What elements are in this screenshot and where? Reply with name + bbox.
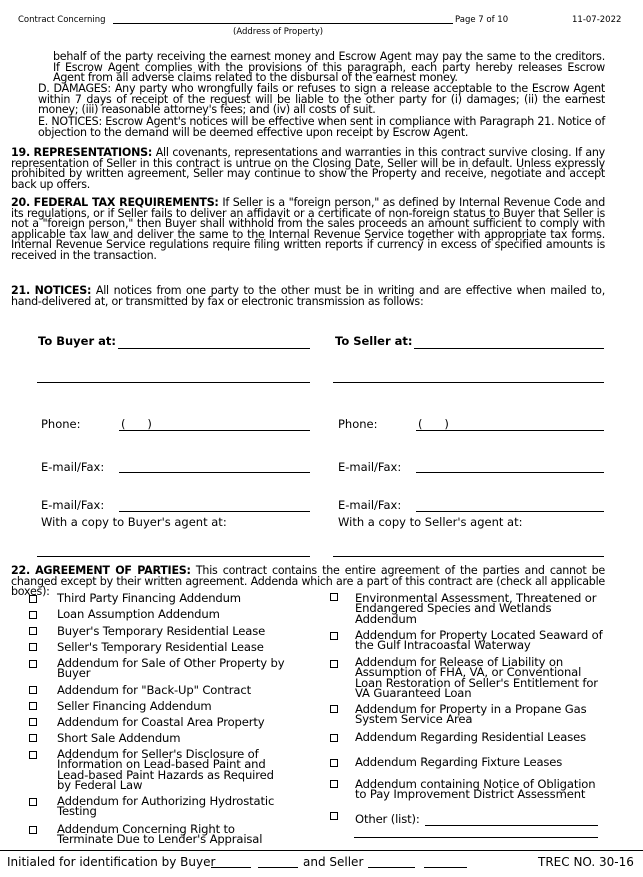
- address-line: [113, 23, 453, 24]
- address-caption: (Address of Property): [233, 27, 324, 37]
- addendum-checkbox[interactable]: [330, 705, 338, 713]
- addendum-label: Buyer's Temporary Residential Lease: [57, 624, 266, 638]
- addendum-label: Addendum for Coastal Area Property: [57, 715, 265, 729]
- addendum-label: Addendum Regarding Fixture Leases: [355, 755, 563, 769]
- section-22-text: This contract contains the entire agreement of the parties and cannot be changed except by their written agreement. Addenda which are a part of this contract are (check all applicable boxes):: [11, 564, 605, 599]
- other-list-label: Other (list):: [355, 812, 420, 826]
- addendum-label: Addendum for Property in a Propane Gas System Service Area: [355, 702, 587, 727]
- to-seller-label: To Seller at:: [335, 334, 413, 348]
- seller-email-fax-line-1[interactable]: [416, 472, 604, 473]
- addendum-checkbox[interactable]: [330, 812, 338, 820]
- buyer-agent-line[interactable]: [37, 556, 310, 557]
- buyer-address-line-2[interactable]: [37, 382, 310, 383]
- copy-buyer-agent-label: With a copy to Buyer's agent at:: [41, 515, 227, 529]
- addendum-label: Seller's Temporary Residential Lease: [57, 640, 264, 654]
- seller-initial-line-2[interactable]: [424, 867, 467, 868]
- buyer-phone-line[interactable]: [119, 430, 310, 431]
- damages-label: D. DAMAGES:: [38, 82, 111, 95]
- addendum-label: Addendum for Release of Liability on Assumption of FHA, VA, or Conventional Loan Restoration of Seller's Entitlement for VA Guaranteed Loan: [355, 655, 598, 701]
- seller-address-line-2[interactable]: [333, 382, 604, 383]
- notices-label: E. NOTICES:: [38, 115, 102, 128]
- form-date: 11-07-2022: [572, 15, 622, 25]
- notices-text: Escrow Agent's notices will be effective when sent in compliance with Paragraph 21. Notice of objection to the demand will be deemed effective upon receipt by Escrow Agent.: [38, 115, 605, 139]
- section-21-notices: [11, 286, 605, 307]
- initialed-buyer-label: Initialed for identification by Buyer: [7, 855, 216, 869]
- addendum-label: Addendum containing Notice of Obligation to Pay Improvement District Assessment: [355, 777, 596, 802]
- seller-email-fax-label-2: E-mail/Fax:: [338, 498, 402, 512]
- seller-phone-label: Phone:: [338, 417, 378, 431]
- seller-email-fax-label-1: E-mail/Fax:: [338, 460, 402, 474]
- addendum-checkbox[interactable]: [29, 734, 37, 742]
- buyer-address-line-1[interactable]: [118, 348, 310, 349]
- addendum-label: Short Sale Addendum: [57, 731, 181, 745]
- addendum-checkbox[interactable]: [330, 759, 338, 767]
- addendum-label: Environmental Assessment, Threatened or Endangered Species and Wetlands Addendum: [355, 591, 597, 626]
- seller-agent-line[interactable]: [333, 556, 604, 557]
- addendum-label: Seller Financing Addendum: [57, 699, 212, 713]
- addendum-checkbox[interactable]: [29, 718, 37, 726]
- addendum-checkbox[interactable]: [29, 660, 37, 668]
- escrow-notices: [38, 117, 605, 138]
- section-19-text: All covenants, representations and warranties in this contract survive closing. If any representation of Seller in this contract is untrue on the Closing Date, Seller will be in default. Unless expressly prohibited by written agreement, Seller may continue to show the Property and receive, negotiate and accept back up offers.: [11, 146, 605, 191]
- addendum-label: Addendum for Authorizing Hydrostatic Testing: [57, 794, 275, 819]
- escrow-damages: [38, 84, 605, 116]
- addendum-label: Addendum Regarding Residential Leases: [355, 730, 586, 744]
- section-21-number: 21.: [11, 284, 30, 297]
- other-list-line-2[interactable]: [354, 837, 598, 838]
- addendum-checkbox[interactable]: [330, 734, 338, 742]
- contract-concerning-label: Contract Concerning: [18, 15, 106, 25]
- addendum-checkbox[interactable]: [29, 627, 37, 635]
- damages-text: Any party who wrongfully fails or refuses to sign a release acceptable to the Escrow Agent within 7 days of receipt of the request will be liable to the other party for (i) damages; (ii) the earnest money; (iii) reasonable attorney's fees; and (iv) all costs of suit.: [38, 82, 606, 117]
- addendum-label: Loan Assumption Addendum: [57, 607, 220, 621]
- addendum-checkbox[interactable]: [29, 686, 37, 694]
- addendum-label: Addendum for Sale of Other Property by Buyer: [57, 656, 285, 681]
- buyer-initial-line-1[interactable]: [211, 867, 251, 868]
- addendum-checkbox[interactable]: [330, 593, 338, 601]
- section-20-federal-tax: [11, 198, 605, 262]
- addendum-label: Addendum for Property Located Seaward of the Gulf Intracoastal Waterway: [355, 628, 603, 653]
- seller-initial-line-1[interactable]: [368, 867, 415, 868]
- section-21-text: All notices from one party to the other must be in writing and are effective when mailed to, hand-delivered at, or transmitted by fax or electronic transmission as follows:: [11, 284, 605, 308]
- addendum-checkbox[interactable]: [29, 826, 37, 834]
- section-19-number: 19.: [11, 146, 30, 159]
- page-number: Page 7 of 10: [455, 15, 509, 25]
- addendum-checkbox[interactable]: [29, 798, 37, 806]
- buyer-phone-paren: ( ): [121, 417, 152, 431]
- section-20-number: 20.: [11, 196, 30, 209]
- copy-seller-agent-label: With a copy to Seller's agent at:: [338, 515, 523, 529]
- addendum-checkbox[interactable]: [330, 632, 338, 640]
- addendum-label: Third Party Financing Addendum: [57, 591, 241, 605]
- escrow-continuation: behalf of the party receiving the earnest money and Escrow Agent may pay the same to the creditors. If Escrow Agent complies with the provisions of this paragraph, each party hereby releases Escrow Agent from all adverse claims related to the disbursal of the earnest money.: [53, 50, 605, 85]
- addendum-label: Addendum Concerning Right to Terminate Due to Lender's Appraisal: [57, 822, 263, 847]
- seller-email-fax-line-2[interactable]: [416, 511, 604, 512]
- section-19-representations: [11, 148, 605, 190]
- addendum-checkbox[interactable]: [29, 611, 37, 619]
- addendum-label: Addendum for "Back-Up" Contract: [57, 683, 251, 697]
- buyer-email-fax-label-1: E-mail/Fax:: [41, 460, 105, 474]
- footer-rule: [0, 850, 643, 851]
- section-20-text: If Seller is a "foreign person," as defined by Internal Revenue Code and its regulations, or if Seller fails to deliver an affidavit or a certificate of non-foreign status to Buyer that Seller is not a "foreign person," then Buyer shall withhold from the sales proceeds an amount sufficient to comply with applicable tax law and deliver the same to the Internal Revenue Service together with appropriate tax forms. Internal Revenue Service regulations require filing written reports if currency in excess of specified amounts is received in the transaction.: [11, 196, 605, 262]
- buyer-email-fax-line-1[interactable]: [119, 472, 310, 473]
- addendum-checkbox[interactable]: [29, 751, 37, 759]
- addendum-checkbox[interactable]: [29, 595, 37, 603]
- buyer-initial-line-2[interactable]: [258, 867, 298, 868]
- and-seller-label: and Seller: [303, 855, 364, 869]
- addendum-checkbox[interactable]: [330, 780, 338, 788]
- section-20-title: FEDERAL TAX REQUIREMENTS:: [33, 196, 219, 209]
- seller-address-line-1[interactable]: [414, 348, 604, 349]
- buyer-phone-label: Phone:: [41, 417, 81, 431]
- addendum-checkbox[interactable]: [29, 702, 37, 710]
- addendum-label: Addendum for Seller's Disclosure of Information on Lead-based Paint and Lead-based Paint Hazards as Required by Federal Law: [57, 747, 274, 793]
- to-buyer-label: To Buyer at:: [38, 334, 117, 348]
- seller-phone-line[interactable]: [416, 430, 604, 431]
- trec-form-number: TREC NO. 30-16: [538, 855, 634, 869]
- section-22-title: AGREEMENT OF PARTIES:: [35, 564, 191, 577]
- other-list-line-1[interactable]: [425, 825, 598, 826]
- seller-phone-paren: ( ): [418, 417, 449, 431]
- buyer-email-fax-line-2[interactable]: [119, 511, 310, 512]
- section-22-number: 22.: [11, 564, 30, 577]
- addendum-checkbox[interactable]: [330, 660, 338, 668]
- addendum-checkbox[interactable]: [29, 643, 37, 651]
- buyer-email-fax-label-2: E-mail/Fax:: [41, 498, 105, 512]
- section-21-title: NOTICES:: [34, 284, 92, 297]
- section-19-title: REPRESENTATIONS:: [33, 146, 153, 159]
